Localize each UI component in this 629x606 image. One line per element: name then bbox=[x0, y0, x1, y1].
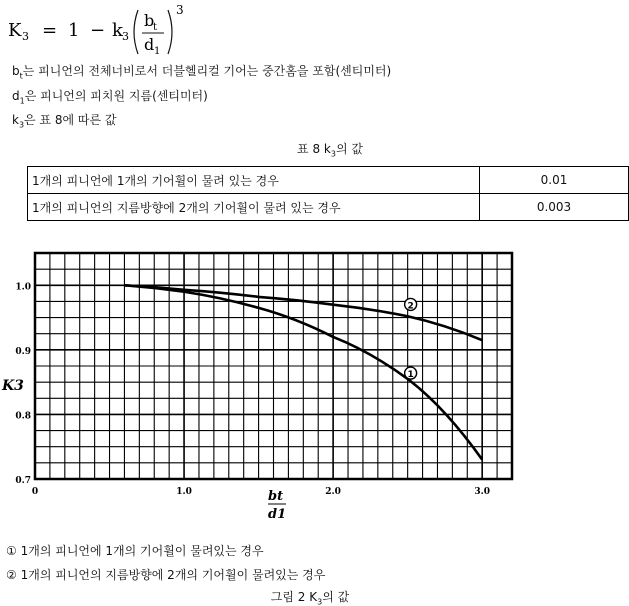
x-tick-label: 0 bbox=[31, 487, 39, 497]
table-cell-desc: 1개의 피니언에 1개의 기어휠이 물려 있는 경우 bbox=[28, 167, 480, 194]
figure-caption: 그림 2 $K_3$의 값 bbox=[270, 590, 350, 606]
formula-one: 1 bbox=[68, 20, 80, 41]
formula-equals: = bbox=[42, 20, 58, 41]
formula-right-paren bbox=[168, 10, 172, 54]
formula-minus: − bbox=[90, 20, 106, 41]
y-tick-label: 0.8 bbox=[15, 411, 31, 422]
curve-marker-label: 2 bbox=[407, 301, 414, 312]
table-cell-desc: 1개의 피니언의 지름방향에 2개의 기어휠이 물려 있는 경우 bbox=[28, 194, 480, 221]
curve-marker-label: 1 bbox=[407, 370, 414, 381]
x-tick-label: 1.0 bbox=[176, 487, 192, 497]
curve-markers bbox=[405, 298, 417, 380]
k3-formula bbox=[6, 2, 206, 60]
legend-item-1: ① 1개의 피니언에 1개의 기어휠이 물려있는 경우 bbox=[6, 544, 264, 558]
formula-left-paren bbox=[134, 10, 138, 54]
y-tick-label: 1.0 bbox=[15, 282, 31, 293]
definition-d1: $d_1$은 피니언의 피치원 지름(센티미터) bbox=[12, 89, 208, 106]
x-axis-label-denominator: d1 bbox=[268, 507, 287, 522]
x-tick-label: 3.0 bbox=[474, 487, 491, 497]
table-caption: 표 8 $k_3$의 값 bbox=[297, 142, 363, 159]
k3-chart bbox=[0, 234, 560, 528]
y-tick-label: 0.7 bbox=[15, 476, 31, 486]
formula-den: d bbox=[144, 35, 155, 54]
y-axis-label: K3 bbox=[2, 378, 24, 394]
chart-grid bbox=[35, 253, 512, 479]
x-tick-labels bbox=[32, 487, 490, 497]
legend-item-2: ② 1개의 피니언의 지름방향에 2개의 기어휠이 물려있는 경우 bbox=[6, 568, 326, 582]
formula-lhs: K bbox=[8, 20, 22, 41]
x-axis-label-numerator: bt bbox=[268, 489, 284, 504]
definition-k3: $k_3$은 표 8에 따른 값 bbox=[12, 113, 117, 130]
table-row bbox=[28, 167, 629, 194]
y-tick-label: 0.9 bbox=[15, 346, 31, 357]
table-cell-value: 0.01 bbox=[480, 167, 629, 194]
table-row bbox=[28, 194, 629, 221]
definition-bt: $b_t$는 피니언의 전체너비로서 더블헬리컬 기어는 중간홈을 포함(센티미터) bbox=[12, 64, 392, 81]
formula-exponent: 3 bbox=[176, 3, 184, 17]
formula-lhs-sub: 3 bbox=[22, 30, 29, 43]
table-cell-value: 0.003 bbox=[480, 194, 629, 221]
formula-den-sub: 1 bbox=[154, 46, 161, 57]
formula-k: k bbox=[112, 20, 123, 41]
k3-table bbox=[27, 166, 629, 221]
x-tick-label: 2.0 bbox=[325, 487, 341, 497]
formula-num-sub: t bbox=[153, 22, 158, 33]
formula-k-sub: 3 bbox=[122, 30, 129, 43]
formula-num: b bbox=[144, 11, 155, 30]
